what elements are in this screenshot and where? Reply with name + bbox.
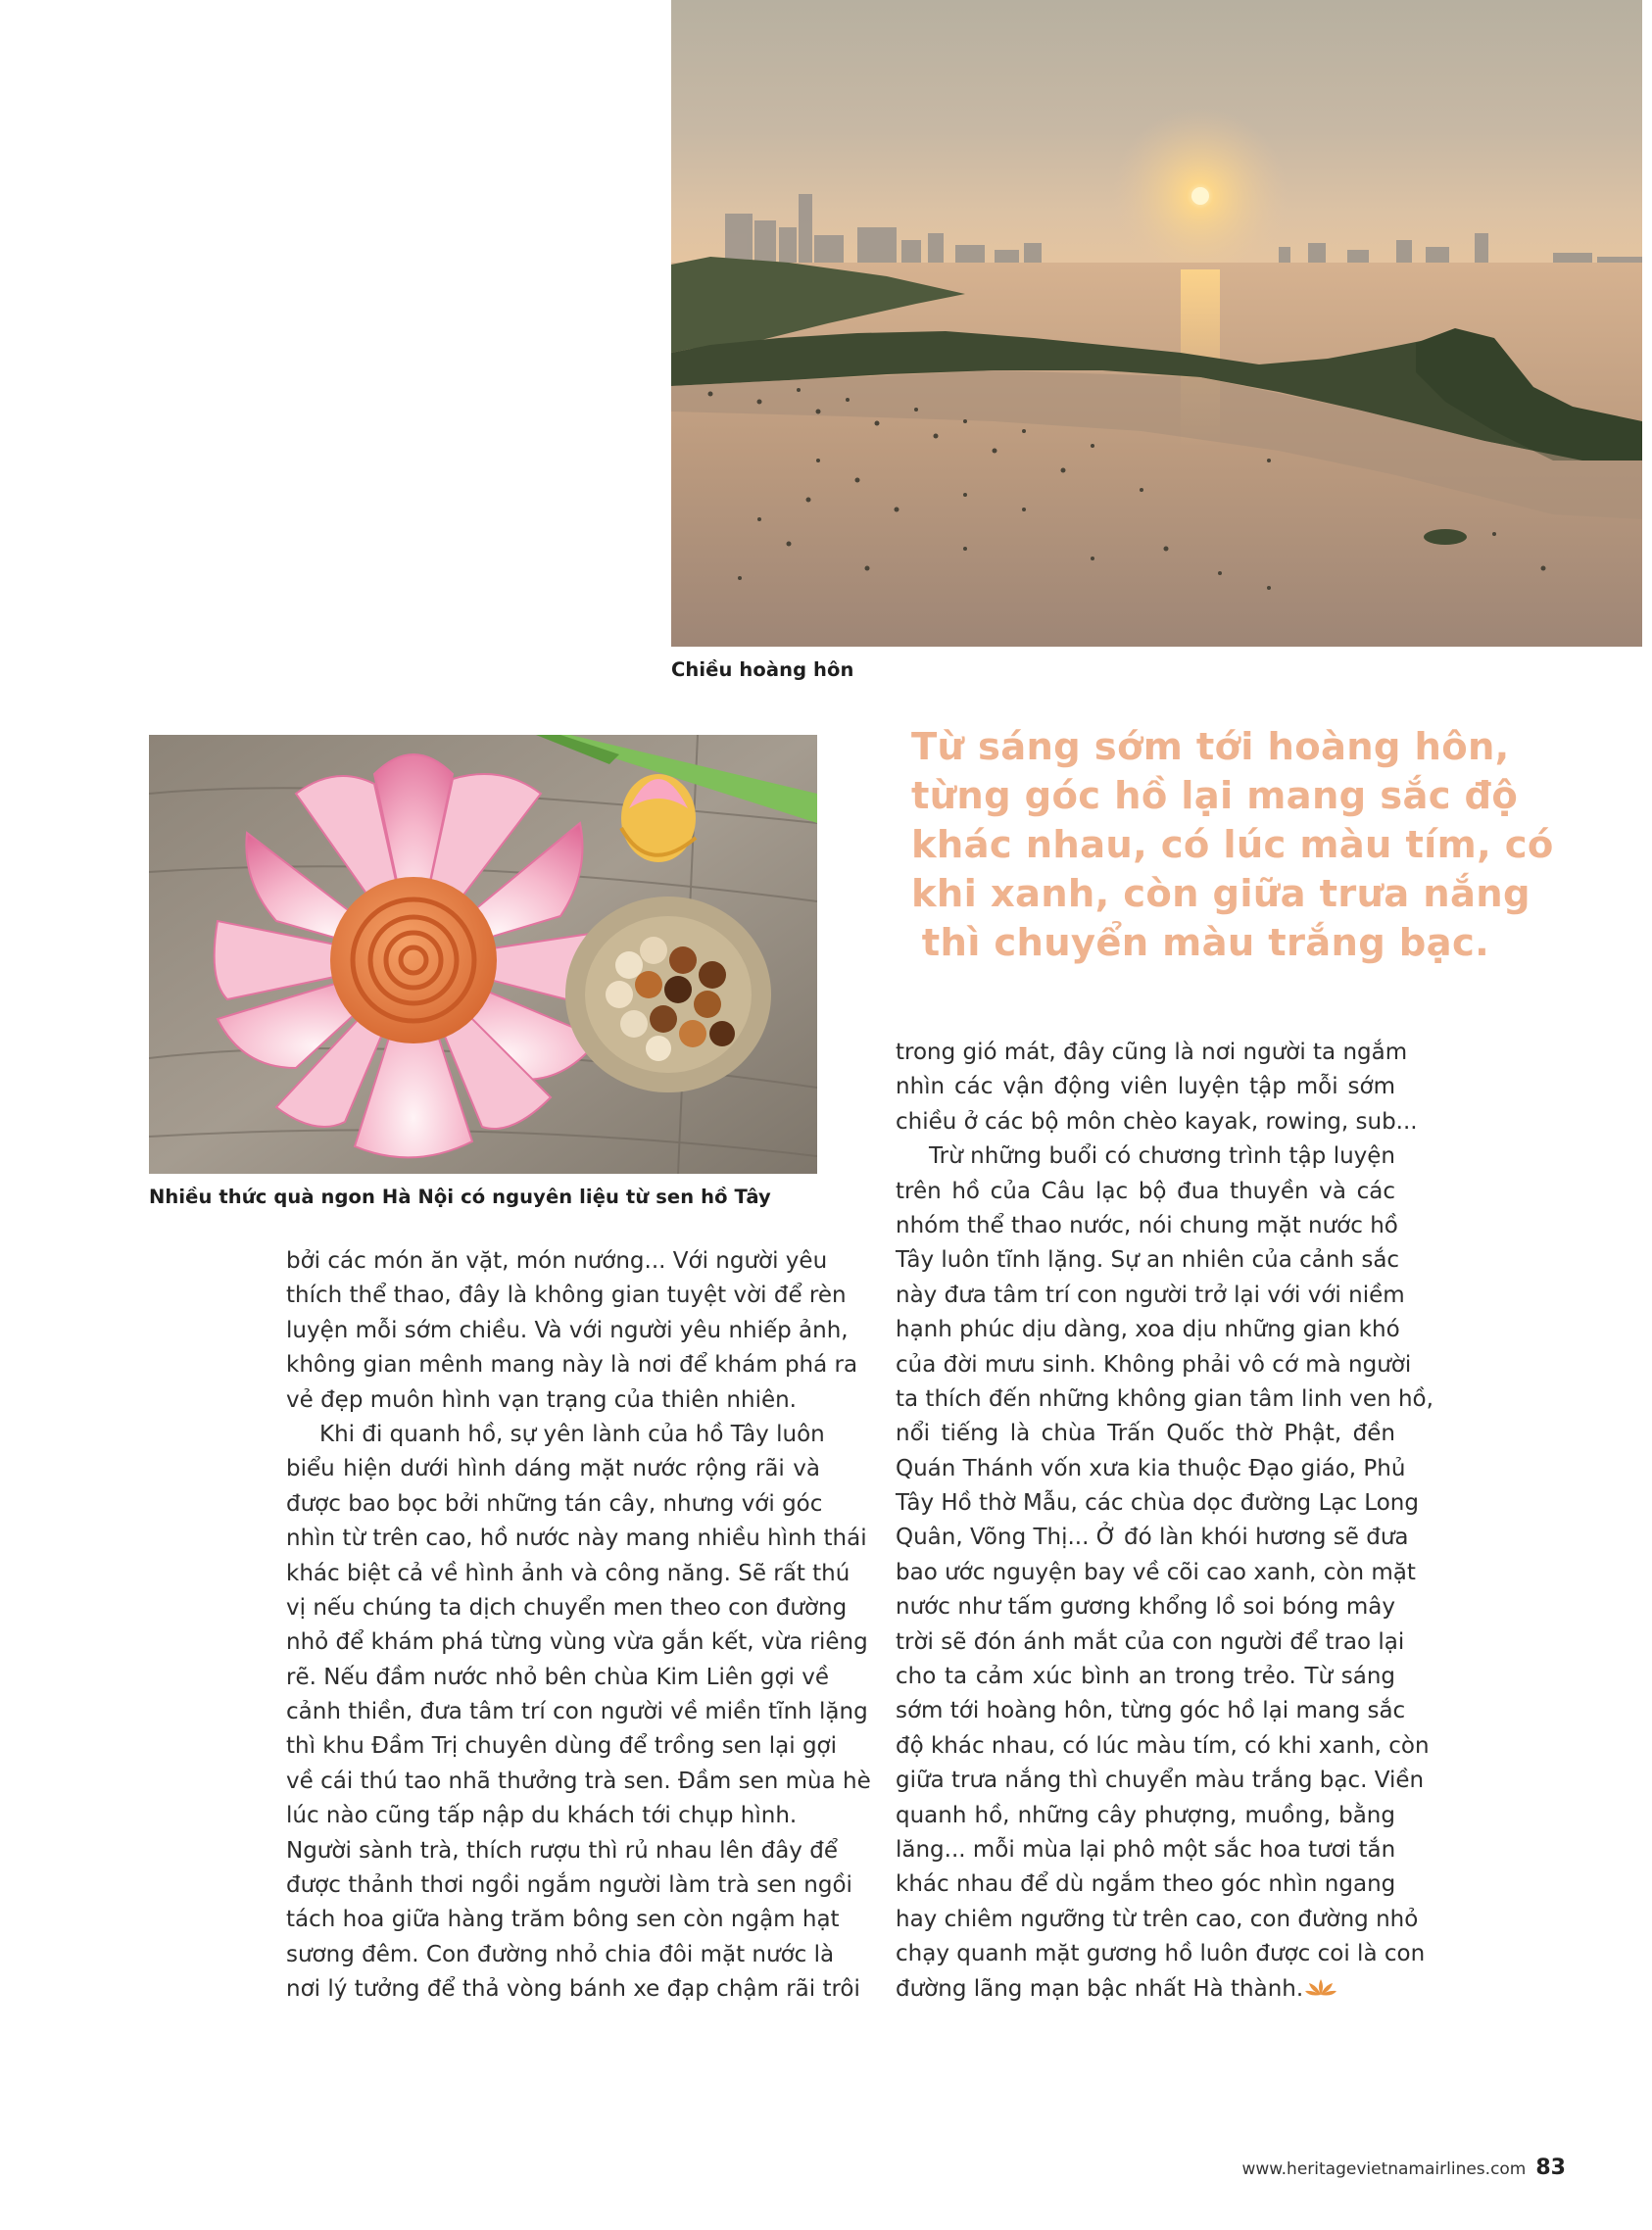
body-text: nổi tiếng là chùa Trấn Quốc thờ Phật, đền — [896, 1421, 1395, 1447]
lotus-photo-caption: Nhiều thức quà ngon Hà Nội có nguyên liệu từ sen hồ Tây — [149, 1186, 771, 1208]
body-text-line — [286, 1868, 852, 1903]
body-text-line — [896, 1590, 1395, 1624]
body-text-line — [896, 1209, 1398, 1243]
body-text: nhìn từ trên cao, hồ nước này mang nhiều hình thái — [286, 1526, 867, 1552]
pull-quote-line: từng góc hồ lại mang sắc độ — [911, 774, 1519, 818]
body-text: nhỏ để khám phá từng vùng vừa gắn kết, vừa riêng — [286, 1629, 868, 1656]
body-text-line — [896, 1799, 1395, 1833]
body-text-line — [896, 1348, 1412, 1382]
body-text: vị nếu chúng ta dịch chuyển men theo con đường — [286, 1594, 848, 1621]
body-text-line — [896, 1175, 1395, 1209]
body-text-line — [286, 1765, 871, 1799]
left-body-column — [286, 1244, 871, 2008]
body-text-line — [286, 1729, 838, 1764]
body-text: không gian mênh mang này là nơi để khám phá ra — [286, 1352, 858, 1379]
body-text-line — [286, 1661, 830, 1695]
body-text-line — [286, 1314, 849, 1348]
body-text-line — [896, 1105, 1418, 1139]
body-text: vẻ đẹp muôn hình vạn trạng của thiên nhiên. — [286, 1386, 797, 1413]
body-text: luyện mỗi sớm chiều. Và với người yêu nhiếp ảnh, — [286, 1317, 849, 1343]
body-text: chạy quanh mặt gương hồ luôn được coi là con — [896, 1941, 1426, 1967]
body-text-line — [286, 1452, 820, 1486]
body-text-line — [896, 1243, 1400, 1278]
body-text: Quán Thánh vốn xưa kia thuộc Đạo giáo, Phủ — [896, 1455, 1406, 1481]
body-text-line — [896, 1694, 1406, 1728]
body-text-line — [896, 1070, 1395, 1104]
body-text-line — [286, 1522, 867, 1556]
body-text: ta thích đến những không gian tâm linh ven hồ, — [896, 1385, 1433, 1412]
body-text-line — [896, 1660, 1395, 1694]
body-text: nhìn các vận động viên luyện tập mỗi sớm — [896, 1074, 1395, 1100]
body-text-line — [896, 1764, 1425, 1798]
body-text: rẽ. Nếu đầm nước nhỏ bên chùa Kim Liên gợi về — [286, 1664, 830, 1690]
body-text-line — [286, 1348, 858, 1382]
body-text-line — [896, 1486, 1419, 1521]
body-text: nhóm thể thao nước, nói chung mặt nước hồ — [896, 1212, 1398, 1238]
body-text: Quân, Võng Thị... Ở đó làn khói hương sẽ đưa — [896, 1525, 1409, 1551]
body-text: sớm tới hoàng hôn, từng góc hồ lại mang sắc — [896, 1698, 1406, 1724]
body-text-line — [286, 1695, 868, 1729]
body-text-line — [896, 1867, 1395, 1902]
body-text: này đưa tâm trí con người trở lại với với niềm — [896, 1282, 1405, 1308]
pull-quote-line: thì chuyển màu trắng bạc. — [921, 921, 1489, 965]
body-text: quanh hồ, những cây phượng, muồng, bằng — [896, 1802, 1395, 1828]
body-text: sương đêm. Con đường nhỏ chia đôi mặt nước là — [286, 1941, 835, 1967]
body-text-line — [286, 1625, 868, 1660]
body-text-line — [896, 1833, 1395, 1867]
sunset-lake-photo — [671, 0, 1642, 647]
body-text: Người sành trà, thích rượu thì rủ nhau lên đây để — [286, 1837, 838, 1864]
body-text-line — [896, 1417, 1395, 1451]
body-text: trong gió mát, đây cũng là nơi người ta ngắm — [896, 1040, 1408, 1065]
body-text-line — [286, 1903, 840, 1937]
pull-quote-line: khi xanh, còn giữa trưa nắng — [911, 872, 1531, 916]
body-text: khác nhau để dù ngắm theo góc nhìn ngang — [896, 1871, 1396, 1898]
body-text: nơi lý tưởng để thả vòng bánh xe đạp chậm rãi trôi — [286, 1976, 860, 2003]
body-text-line — [286, 1279, 847, 1313]
page-footer — [1242, 2156, 1567, 2180]
body-text-line — [896, 1937, 1426, 1971]
lotus-mooncake-photo — [149, 735, 817, 1174]
pull-quote-line: khác nhau, có lúc màu tím, có — [911, 823, 1554, 867]
body-text-line — [286, 1591, 848, 1625]
right-body-column — [896, 1036, 1433, 2007]
lotus-end-mark-icon — [1305, 1977, 1336, 1999]
pull-quote-line: Từ sáng sớm tới hoàng hôn, — [911, 725, 1510, 769]
body-text-line — [896, 1625, 1405, 1660]
body-text: biểu hiện dưới hình dáng mặt nước rộng rãi và — [286, 1456, 820, 1482]
body-text: Trừ những buổi có chương trình tập luyện — [929, 1143, 1395, 1170]
body-text: độ khác nhau, có lúc màu tím, có khi xanh, còn — [896, 1732, 1430, 1759]
body-text: Tây luôn tĩnh lặng. Sự an nhiên của cảnh sắc — [896, 1247, 1400, 1274]
sunset-photo-caption: Chiều hoàng hôn — [671, 658, 854, 681]
body-text: đường lãng mạn bậc nhất Hà thành. — [896, 1975, 1304, 2002]
body-text: trên hồ của Câu lạc bộ đua thuyền và các — [896, 1178, 1395, 1204]
body-text: cho ta cảm xúc bình an trong trẻo. Từ sáng — [896, 1664, 1395, 1690]
body-text: của đời mưu sinh. Không phải vô cớ mà người — [896, 1351, 1412, 1378]
body-text: cảnh thiền, đưa tâm trí con người về miền tĩnh lặng — [286, 1699, 868, 1725]
body-text-line — [286, 1799, 820, 1833]
body-text-line — [896, 1382, 1433, 1417]
body-text-line — [286, 1972, 860, 2007]
body-text-line — [286, 1244, 828, 1279]
body-text: Khi đi quanh hồ, sự yên lành của hồ Tây luôn — [319, 1421, 825, 1447]
body-text-line — [896, 1521, 1409, 1555]
body-text: thích thể thao, đây là không gian tuyệt vời để rèn — [286, 1283, 847, 1309]
body-text-line — [896, 1556, 1416, 1590]
body-text-line — [896, 1279, 1405, 1313]
body-text: thì khu Đầm Trị chuyên dùng để trồng sen lại gợi — [286, 1733, 838, 1760]
body-text-line — [896, 1972, 1395, 2007]
body-text-line — [286, 1418, 825, 1452]
body-text: bởi các món ăn vặt, món nướng... Với người yêu — [286, 1248, 828, 1274]
body-text-line — [896, 1036, 1408, 1070]
body-text: lăng... mỗi mùa lại phô một sắc hoa tươi tắn — [896, 1836, 1396, 1863]
body-text-line — [286, 1834, 838, 1868]
page-number: 83 — [1535, 2156, 1566, 2180]
body-text: được thảnh thơi ngồi ngắm người làm trà sen ngồi — [286, 1872, 852, 1899]
body-text-line — [286, 1487, 823, 1522]
body-text: trời sẽ đón ánh mắt của con người để trao lại — [896, 1628, 1405, 1655]
body-text: bao ước nguyện bay về cõi cao xanh, còn mặt — [896, 1559, 1416, 1585]
body-text: lúc nào cũng tấp nập du khách tới chụp hình. — [286, 1803, 798, 1829]
body-text-line — [896, 1139, 1395, 1174]
body-text-line — [896, 1729, 1430, 1764]
body-text-line — [286, 1383, 820, 1418]
body-text-line — [896, 1452, 1406, 1486]
body-text-line — [896, 1313, 1400, 1347]
body-text: về cái thú tao nhã thưởng trà sen. Đầm sen mùa hè — [286, 1768, 871, 1794]
body-text: khác biệt cả về hình ảnh và công năng. Sẽ rất thú — [286, 1560, 850, 1586]
body-text: Tây Hồ thờ Mẫu, các chùa dọc đường Lạc Long — [896, 1490, 1419, 1517]
body-text: được bao bọc bởi những tán cây, nhưng với góc — [286, 1490, 823, 1517]
body-text: hạnh phúc dịu dàng, xoa dịu những gian khó — [896, 1317, 1400, 1343]
body-text-line — [896, 1903, 1419, 1937]
footer-website: www.heritagevietnamairlines.com — [1241, 2159, 1527, 2179]
pull-quote — [911, 723, 1554, 968]
body-text: hay chiêm ngưỡng từ trên cao, con đường nhỏ — [896, 1906, 1419, 1932]
body-text: tách hoa giữa hàng trăm bông sen còn ngậm hạt — [286, 1907, 840, 1933]
body-text: nước như tấm gương khổng lồ soi bóng mây — [896, 1594, 1395, 1621]
body-text: chiều ở các bộ môn chèo kayak, rowing, sub... — [896, 1108, 1418, 1135]
body-text: giữa trưa nắng thì chuyển màu trắng bạc. Viền — [896, 1768, 1425, 1794]
body-text-line — [286, 1938, 835, 1972]
body-text-line — [286, 1557, 850, 1591]
